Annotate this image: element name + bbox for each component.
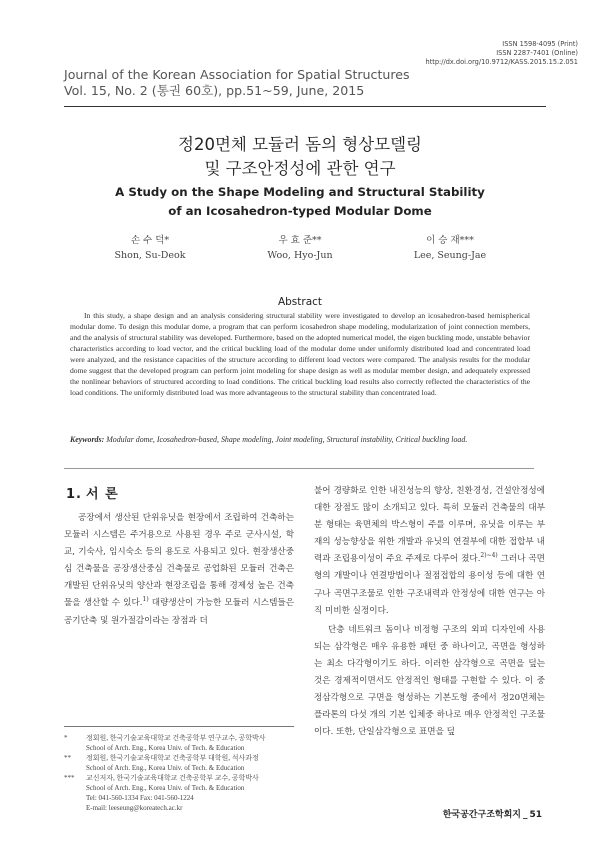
footnote-1-line2: School of Arch. Eng., Korea Univ. of Tech. & Education	[86, 744, 245, 752]
author-2	[240, 233, 360, 263]
author-3-english: Lee, Seung-Jae	[413, 250, 487, 261]
author-1-korean: 손 수 덕*	[130, 235, 170, 246]
author-3-korean: 이 승 재***	[426, 235, 474, 246]
citation-1: 1)	[142, 596, 149, 604]
english-title	[0, 183, 600, 221]
keywords	[70, 434, 530, 445]
keywords-text: Modular dome, Icosahedron-based, Shape modeling, Joint modeling, Structural instability, Critical buckling load.	[106, 435, 468, 444]
korean-title	[0, 133, 600, 181]
footnote-1-mark: *	[64, 734, 68, 742]
footnotes	[64, 726, 294, 813]
korean-title-line1: 정20면체 모듈러 돔의 형상모델링	[178, 135, 422, 154]
journal-name: Journal of the Korean Association for Spatial Structures	[64, 67, 410, 82]
footnote-2-mark: **	[64, 754, 71, 762]
footnote-3-mark: ***	[64, 774, 75, 782]
intro-paragraph-1-text: 공장에서 생산된 단위유닛을 현장에서 조립하여 건축하는 모듈러 시스템은 주거용으로 사용된 경우 주로 군사시설, 학교, 기숙사, 임시숙소 등의 용도로 사용되고 있다. 현장생산중심 건축물을 공장생산중심 건축물로 공업화된 모듈러 건축은 개발된 단위유닛의 양산과 현장조립을 통해 경제성 높은 건축물을 생산할 수 있다.	[64, 513, 294, 609]
abstract-divider	[64, 468, 534, 469]
footnote-3-email[interactable]: E-mail: leeseung@koreatech.ac.kr	[86, 804, 183, 812]
footnote-2-line2: School of Arch. Eng., Korea Univ. of Tech. & Education	[86, 764, 245, 772]
footer-journal: 한국공간구조학회지	[442, 810, 521, 820]
english-title-line1: A Study on the Shape Modeling and Structural Stability	[115, 185, 485, 199]
page-number: 51	[529, 810, 542, 820]
footnote-2-line1: 정회원, 한국기술교육대학교 건축공학부 대학원, 석사과정	[86, 754, 259, 762]
footnote-3-line3: Tel: 041-560-1334 Fax: 041-560-1224	[86, 794, 194, 802]
english-title-line2: of an Icosahedron-typed Modular Dome	[168, 204, 432, 218]
author-1	[90, 233, 210, 263]
intro-paragraph-1-tail: 대량생산이 가능한 모듈러 시스템들은 공기단축 및 원가절감이라는 장점과 더	[64, 598, 294, 626]
footnote-1	[64, 733, 294, 753]
footer-separator: _	[522, 810, 528, 820]
author-2-english: Woo, Hyo-Jun	[267, 250, 333, 261]
section-heading	[66, 483, 294, 502]
volume-line: Vol. 15, No. 2 (통권 60호), pp.51~59, June, 2015	[64, 83, 365, 98]
left-column	[64, 480, 294, 630]
footnote-3	[64, 773, 294, 813]
right-paragraph-1-tail: 그러나 곡면형의 개발이나 연결방법이나 절점접합의 용이성 등에 대한 연구나 곡면구조물로 인한 구조내력과 안정성에 대한 연구는 아직 미비한 실정이다.	[314, 554, 545, 616]
author-3	[390, 233, 510, 263]
keywords-label: Keywords:	[70, 435, 105, 444]
issn-print: ISSN 1598-4095 (Print)	[502, 40, 578, 48]
right-paragraph-2: 단층 네트워크 돔이나 비정형 구조의 외피 디자인에 사용되는 삼각형은 매우 유용한 패턴 중 하나이고, 곡면을 형성하는 최소 다각형이기도 하다. 이러한 삼각형으로 곡면을 덮는 것은 경제적이면서도 안정적인 형태를 구현할 수 있다. 이 중 정삼각형으로 구면을 형성하는 기본도형 중에서 정20면체는 플라톤의 다섯 개의 기본 입체중 하나로 매우 안정적인 구조물이다. 또한, 단일삼각형으로 표면을 덮	[314, 624, 545, 738]
right-column	[314, 483, 545, 741]
issn-block	[426, 40, 578, 67]
section-number: 1.	[66, 487, 82, 502]
intro-paragraph-1	[64, 510, 294, 630]
page-footer	[443, 807, 542, 820]
right-paragraph-1-text: 불어 경량화로 인한 내진성능의 향상, 친환경성, 건설안정성에 대한 장점도 많이 소개되고 있다. 특히 모듈러 건축물의 대부분 형태는 육면체의 박스형이 주를 이루며, 유닛을 이루는 부재의 성능향상을 위한 개발과 유닛의 연결부에 대한 접합부 내력과 조립용이성이 주요 주제로 다루어 졌다.	[314, 486, 545, 565]
citation-2-4: 2)~4)	[480, 552, 498, 560]
section-title: 서 론	[85, 487, 119, 502]
korean-title-line2: 및 구조안정성에 관한 연구	[204, 159, 396, 178]
author-1-english: Shon, Su-Deok	[114, 250, 186, 261]
doi-link[interactable]: http://dx.doi.org/10.9712/KASS.2015.15.2.051	[425, 58, 578, 66]
abstract-text: In this study, a shape design and an analysis considering structural stability were investigated to develop an icosahedron-based hemispherical modular dome. To design this modular dome, a program that can perform icosahedron shape modeling, modularization of joint connection members, and the analysis of structural stability was developed. Furthermore, based on the adopted numerical model, the eigen buckling mode, unstable behavior characteristics according to load vector, and the critical buckling load of the modular dome under uniformly distributed load and concentrated load were analyzed, and the resistance capacities of the structure according to different load vectors were compared. The analysis results for the modular dome suggest that the developed program can perform joint modeling for shape design as well as modular member design, and adequately expressed the nonlinear behaviors of structured according to load conditions. The critical buckling load results also correctly reflected the characteristics of the load conditions. The uniformly distributed load was more advantageous to the structural stability than concentrated load.	[70, 311, 530, 397]
issn-online: ISSN 2287-7401 (Online)	[496, 49, 578, 57]
footnote-1-line1: 정회원, 한국기술교육대학교 건축공학부 연구교수, 공학박사	[86, 734, 266, 742]
footnote-3-line1: 교신저자, 한국기술교육대학교 건축공학부 교수, 공학박사	[86, 774, 259, 782]
author-2-korean: 우 효 준**	[278, 235, 322, 246]
header-rule	[64, 106, 546, 107]
right-paragraph-1	[314, 483, 545, 620]
footnote-2	[64, 753, 294, 773]
abstract-heading: Abstract	[277, 296, 323, 308]
footnote-3-line2: School of Arch. Eng., Korea Univ. of Tech. & Education	[86, 784, 245, 792]
journal-header	[64, 67, 544, 99]
